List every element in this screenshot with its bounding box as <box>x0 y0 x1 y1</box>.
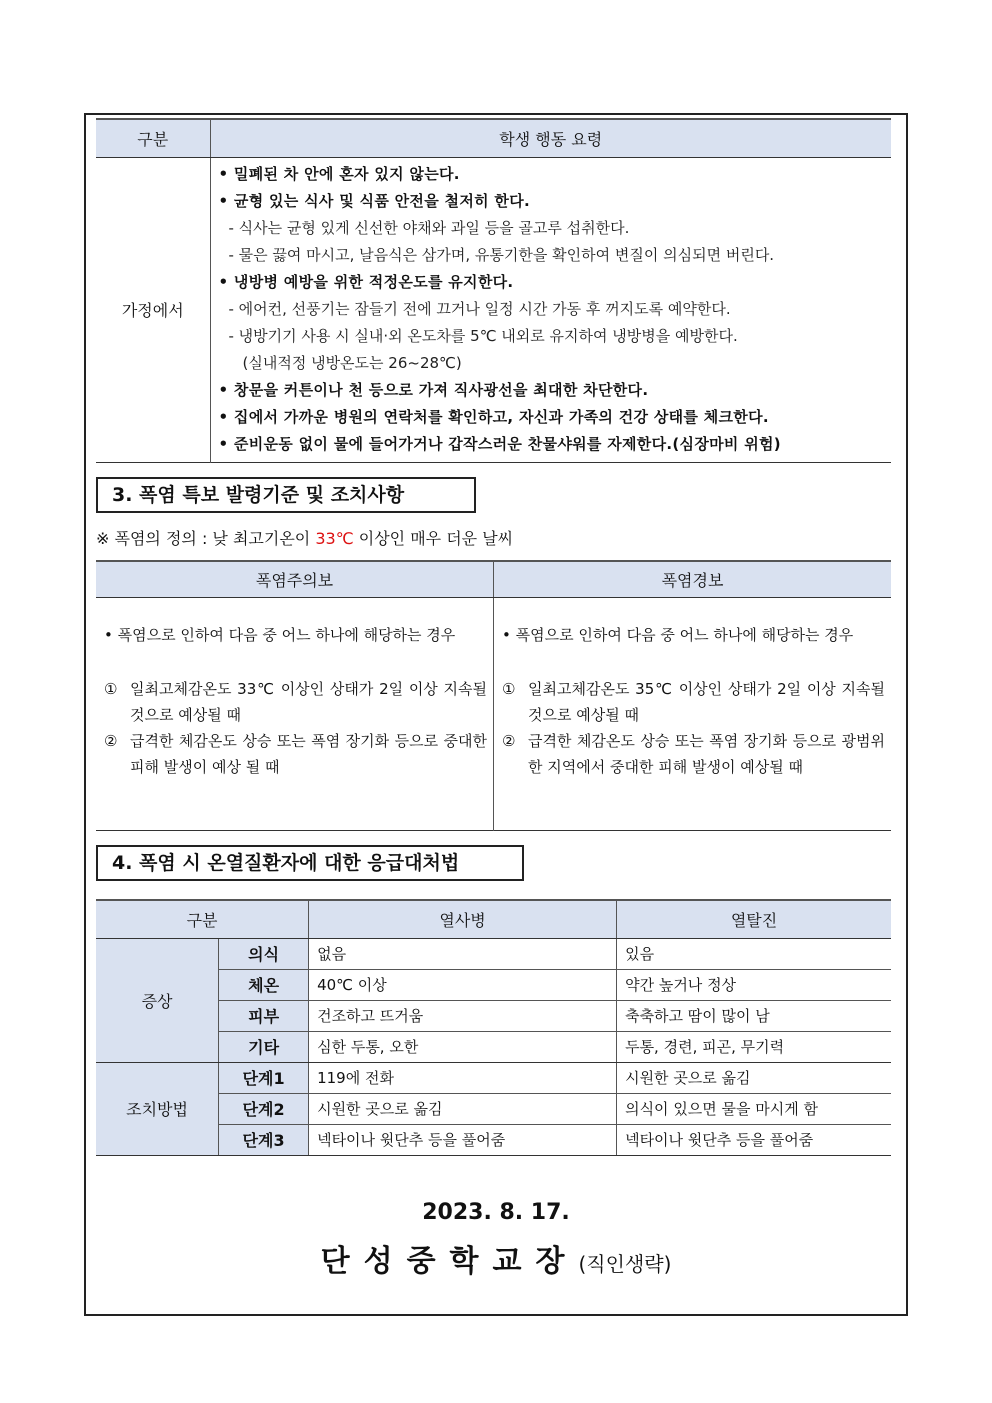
header-guideline: 학생 행동 요령 <box>210 119 891 157</box>
header-category: 구분 <box>96 119 210 157</box>
exhaustion-value: 두통, 경련, 피곤, 무기력 <box>617 1031 891 1062</box>
heatstroke-value: 없음 <box>309 938 617 969</box>
heatwave-definition <box>96 526 513 549</box>
heatwave-alert-table <box>96 560 891 831</box>
warning-criteria <box>494 597 892 830</box>
heatstroke-value: 넥타이나 윗단추 등을 풀어줌 <box>309 1124 617 1155</box>
advisory-criteria <box>96 597 494 830</box>
advisory-item: ① 일최고체감온도 33℃ 이상인 상태가 2일 이상 지속될 것으로 예상될 때 <box>104 679 487 724</box>
row-label: 단계2 <box>219 1093 309 1124</box>
group-symptoms: 증상 <box>96 938 219 1062</box>
signer-name: 단성중학교장 <box>320 1244 579 1279</box>
exhaustion-value: 의식이 있으면 물을 마시게 함 <box>617 1093 891 1124</box>
row-label: 피부 <box>219 1000 309 1031</box>
guideline-line: • 냉방병 예방을 위한 적정온도를 유지한다. <box>218 272 514 291</box>
guideline-line: • 밀폐된 차 안에 혼자 있지 않는다. <box>218 164 460 183</box>
table-row <box>96 1062 891 1093</box>
row-label: 의식 <box>219 938 309 969</box>
guideline-line: - 냉방기기 사용 시 실내·외 온도차를 5℃ 내외로 유지하여 냉방병을 예방한다. <box>228 326 738 345</box>
warning-item: ① 일최고체감온도 35℃ 이상인 상태가 2일 이상 지속될 것으로 예상될 때 <box>502 679 885 724</box>
guideline-line: • 창문을 커튼이나 천 등으로 가져 직사광선을 최대한 차단한다. <box>218 380 649 399</box>
signature <box>0 1236 992 1280</box>
row-label: 기타 <box>219 1031 309 1062</box>
row-label: 단계1 <box>219 1062 309 1093</box>
guideline-line: - 식사는 균형 있게 신선한 야채와 과일 등을 골고루 섭취한다. <box>228 218 630 237</box>
exhaustion-value: 시원한 곳으로 옮김 <box>617 1062 891 1093</box>
heatstroke-value: 건조하고 뜨거움 <box>309 1000 617 1031</box>
first-aid-table <box>96 899 891 1156</box>
heatstroke-value: 심한 두통, 오한 <box>309 1031 617 1062</box>
category-home: 가정에서 <box>96 157 210 462</box>
guideline-line: - 물은 끓여 마시고, 날음식은 삼가며, 유통기한을 확인하여 변질이 의심되면 버린다. <box>228 245 775 264</box>
definition-suffix: 이상인 매우 더운 날씨 <box>353 529 514 548</box>
guideline-list <box>210 157 891 462</box>
document-date: 2023. 8. 17. <box>422 1200 570 1225</box>
row-label: 단계3 <box>219 1124 309 1155</box>
group-actions: 조치방법 <box>96 1062 219 1155</box>
warning-item: ② 급격한 체감온도 상승 또는 폭염 장기화 등으로 광범위한 지역에서 중대한 피해 발생이 예상될 때 <box>502 731 885 776</box>
exhaustion-value: 있음 <box>617 938 891 969</box>
definition-highlight: 33℃ <box>315 529 354 548</box>
exhaustion-value: 넥타이나 윗단추 등을 풀어줌 <box>617 1124 891 1155</box>
warning-condition: • 폭염으로 인하여 다음 중 어느 하나에 해당하는 경우 <box>502 625 854 644</box>
section-3-title: 3. 폭염 특보 발령기준 및 조치사항 <box>96 477 476 513</box>
guideline-line: - 에어컨, 선풍기는 잠들기 전에 끄거나 일정 시간 가동 후 꺼지도록 예약한다. <box>228 299 731 318</box>
advisory-item: ② 급격한 체감온도 상승 또는 폭염 장기화 등으로 중대한 피해 발생이 예상 될 때 <box>104 731 487 776</box>
header-heat-exhaustion: 열탈진 <box>617 900 891 938</box>
exhaustion-value: 약간 높거나 정상 <box>617 969 891 1000</box>
header-category: 구분 <box>96 900 309 938</box>
guideline-line: (실내적정 냉방온도는 26~28℃) <box>242 353 462 372</box>
header-advisory: 폭염주의보 <box>96 561 494 597</box>
advisory-condition: • 폭염으로 인하여 다음 중 어느 하나에 해당하는 경우 <box>104 625 456 644</box>
exhaustion-value: 축축하고 땀이 많이 남 <box>617 1000 891 1031</box>
row-label: 체온 <box>219 969 309 1000</box>
section-4-title: 4. 폭염 시 온열질환자에 대한 응급대처법 <box>96 845 524 881</box>
heatstroke-value: 119에 전화 <box>309 1062 617 1093</box>
definition-prefix: ※ 폭염의 정의 : 낮 최고기온이 <box>96 529 316 548</box>
header-heatstroke: 열사병 <box>309 900 617 938</box>
heatstroke-value: 시원한 곳으로 옮김 <box>309 1093 617 1124</box>
header-warning: 폭염경보 <box>494 561 892 597</box>
heatstroke-value: 40℃ 이상 <box>309 969 617 1000</box>
guideline-line: • 집에서 가까운 병원의 연락처를 확인하고, 자신과 가족의 건강 상태를 체크한다. <box>218 407 769 426</box>
guideline-line: • 준비운동 없이 물에 들어가거나 갑작스러운 찬물샤워를 자제한다.(심장마비 위험) <box>218 434 781 453</box>
table-row <box>96 938 891 969</box>
guideline-line: • 균형 있는 식사 및 식품 안전을 철저히 한다. <box>218 191 530 210</box>
seal-omitted-note: (직인생략) <box>578 1252 672 1276</box>
student-guideline-table <box>96 118 891 463</box>
